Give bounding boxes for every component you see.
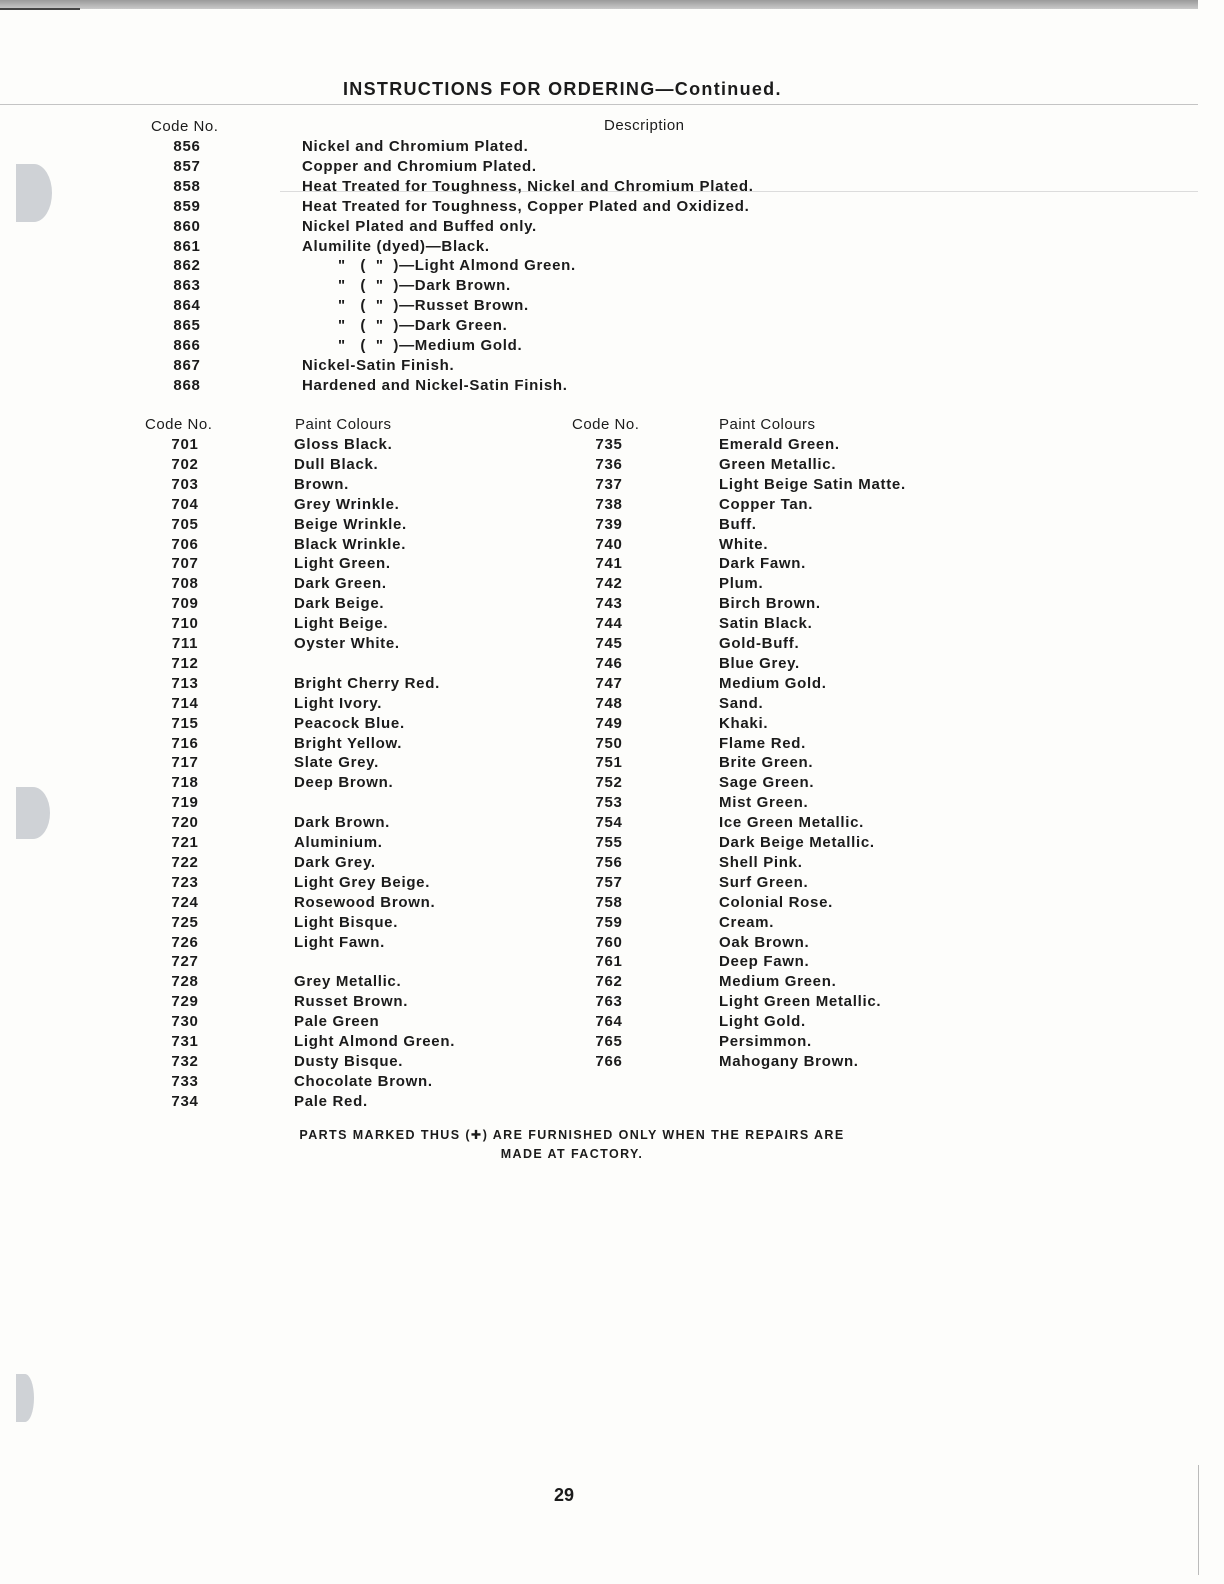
binder-hole-1 xyxy=(16,164,52,222)
paint-colour: Dull Black. xyxy=(294,455,379,473)
paint-code: 740 xyxy=(595,535,623,553)
paint-code: 762 xyxy=(595,973,623,991)
paint-colour: Bright Yellow. xyxy=(294,734,403,752)
paint-code: 761 xyxy=(595,953,623,971)
paint-colour: Deep Fawn. xyxy=(719,953,810,971)
finish-description: " ( " )—Dark Green. xyxy=(338,317,508,335)
paint-code: 716 xyxy=(171,734,199,752)
paint-code: 709 xyxy=(171,595,199,613)
paint-colour: Ice Green Metallic. xyxy=(719,814,865,832)
paint-colour: Light Grey Beige. xyxy=(294,873,431,891)
paint-code: 712 xyxy=(171,654,199,672)
paint-colour: Satin Black. xyxy=(719,615,813,633)
paint-code: 753 xyxy=(595,794,623,812)
paint-code: 705 xyxy=(171,515,199,533)
paint-colour: Khaki. xyxy=(719,714,769,732)
finish-code: 861 xyxy=(173,237,201,255)
paint-code: 724 xyxy=(171,893,199,911)
finish-description: Hardened and Nickel-Satin Finish. xyxy=(302,376,568,394)
paint-colour: Deep Brown. xyxy=(294,774,394,792)
paint-colour: Light Almond Green. xyxy=(294,1033,456,1050)
paint-code: 701 xyxy=(171,436,199,453)
paint-code: 734 xyxy=(171,1092,199,1110)
paint-code: 711 xyxy=(171,635,199,652)
paint-colour: Gloss Black. xyxy=(294,436,393,453)
paint-code: 729 xyxy=(171,993,199,1011)
paint-colour: Colonial Rose. xyxy=(719,893,833,911)
paint-colour: White. xyxy=(719,535,769,553)
paint-colour: Light Green. xyxy=(294,555,391,573)
finish-description: " ( " )—Light Almond Green. xyxy=(338,257,576,275)
factory-repair-note xyxy=(270,1126,874,1164)
paint-colour: Grey Wrinkle. xyxy=(294,495,400,513)
paint-colour: Plum. xyxy=(719,575,764,593)
paint-colour: Flame Red. xyxy=(719,734,807,752)
paint-colour: Dark Brown. xyxy=(294,814,391,832)
finish-code: 865 xyxy=(173,317,201,335)
paint-colour: Rosewood Brown. xyxy=(294,893,436,911)
paint-colour: Light Gold. xyxy=(719,1013,806,1031)
scan-right-edge xyxy=(1198,1465,1199,1575)
paint-code: 715 xyxy=(171,714,199,732)
finish-description: " ( " )—Russet Brown. xyxy=(338,297,529,315)
paint-code-header-left: Code No. xyxy=(145,416,213,433)
paint-code: 720 xyxy=(171,814,199,832)
paint-code: 746 xyxy=(595,654,623,672)
paint-colour: Oyster White. xyxy=(294,635,400,652)
paint-colour: Surf Green. xyxy=(719,873,809,891)
paint-colour: Persimmon. xyxy=(719,1033,812,1050)
paint-code: 707 xyxy=(171,555,199,573)
finish-code: 856 xyxy=(173,138,201,155)
binder-hole-3 xyxy=(16,1374,34,1422)
paint-colour: Russet Brown. xyxy=(294,993,409,1011)
paint-colour: Light Bisque. xyxy=(294,913,399,931)
paint-code: 735 xyxy=(595,436,623,453)
finish-description: Heat Treated for Toughness, Nickel and Chromium Plated. xyxy=(302,177,754,195)
paint-code: 731 xyxy=(171,1033,199,1050)
finish-code: 859 xyxy=(173,197,201,215)
page-title: INSTRUCTIONS FOR ORDERING—Continued. xyxy=(343,79,782,99)
paint-code: 756 xyxy=(595,853,623,871)
paint-colour: Pale Red. xyxy=(294,1092,368,1110)
finish-code: 866 xyxy=(173,337,201,354)
paint-code: 728 xyxy=(171,973,199,991)
paint-code: 703 xyxy=(171,475,199,493)
paint-code: 745 xyxy=(595,635,623,652)
paint-colour: Gold-Buff. xyxy=(719,635,800,652)
paint-code: 737 xyxy=(595,475,623,493)
paint-code: 718 xyxy=(171,774,199,792)
paint-code: 717 xyxy=(171,754,199,772)
paint-code: 733 xyxy=(171,1072,199,1090)
paint-code: 736 xyxy=(595,455,623,473)
paint-code: 754 xyxy=(595,814,623,832)
paint-colour: Dark Green. xyxy=(294,575,387,593)
paint-colour: Shell Pink. xyxy=(719,853,803,871)
paint-code: 751 xyxy=(595,754,623,772)
finish-code: 857 xyxy=(173,157,201,175)
paint-code: 732 xyxy=(171,1052,199,1070)
paint-code-header-right: Code No. xyxy=(572,416,640,433)
paint-code: 725 xyxy=(171,913,199,931)
finish-code: 864 xyxy=(173,297,201,315)
paint-colours-header-right: Paint Colours xyxy=(719,416,816,433)
paint-code: 739 xyxy=(595,515,623,533)
paint-code: 742 xyxy=(595,575,623,593)
paint-colour: Blue Grey. xyxy=(719,654,800,672)
paint-code: 757 xyxy=(595,873,623,891)
paint-colours-header-left: Paint Colours xyxy=(295,416,392,433)
paint-code: 752 xyxy=(595,774,623,792)
paint-colour: Light Beige Satin Matte. xyxy=(719,475,906,493)
paint-code: 723 xyxy=(171,873,199,891)
paint-code: 743 xyxy=(595,595,623,613)
note-line-1: PARTS MARKED THUS (✚) ARE FURNISHED ONLY WHEN THE REPAIRS ARE xyxy=(299,1128,845,1142)
finish-description: Copper and Chromium Plated. xyxy=(302,157,537,175)
paint-code: 765 xyxy=(595,1033,623,1050)
paint-code: 758 xyxy=(595,893,623,911)
paint-colour: Birch Brown. xyxy=(719,595,821,613)
finishes-description-header: Description xyxy=(604,117,685,134)
finish-description: Nickel and Chromium Plated. xyxy=(302,138,529,155)
paint-code: 760 xyxy=(595,933,623,951)
finish-description: Alumilite (dyed)—Black. xyxy=(302,237,490,255)
binder-hole-2 xyxy=(16,787,50,839)
paint-colour: Emerald Green. xyxy=(719,436,840,453)
paint-colour: Grey Metallic. xyxy=(294,973,402,991)
paint-colour: Light Green Metallic. xyxy=(719,993,882,1011)
paint-code: 744 xyxy=(595,615,623,633)
paint-code: 764 xyxy=(595,1013,623,1031)
finish-description: Nickel Plated and Buffed only. xyxy=(302,217,537,235)
paint-colour: Light Fawn. xyxy=(294,933,386,951)
paint-code: 722 xyxy=(171,853,199,871)
paint-code: 708 xyxy=(171,575,199,593)
paint-colour: Cream. xyxy=(719,913,775,931)
paint-code: 766 xyxy=(595,1052,623,1070)
paint-colour: Sage Green. xyxy=(719,774,815,792)
paint-code: 727 xyxy=(171,953,199,971)
scan-top-edge xyxy=(0,0,1198,9)
paint-code: 706 xyxy=(171,535,199,553)
page-number: 29 xyxy=(553,1485,575,1505)
paint-colour: Peacock Blue. xyxy=(294,714,405,732)
finish-code: 862 xyxy=(173,257,201,275)
paint-code: 710 xyxy=(171,615,199,633)
paint-code: 747 xyxy=(595,674,623,692)
paint-colour: Buff. xyxy=(719,515,757,533)
paint-code: 713 xyxy=(171,674,199,692)
paint-code: 730 xyxy=(171,1013,199,1031)
finishes-code-header: Code No. xyxy=(151,118,219,135)
paint-colour: Dark Beige. xyxy=(294,595,385,613)
finish-description: " ( " )—Medium Gold. xyxy=(338,337,523,354)
paint-code: 759 xyxy=(595,913,623,931)
paint-colour: Dark Beige Metallic. xyxy=(719,834,875,851)
finish-description: Heat Treated for Toughness, Copper Plated and Oxidized. xyxy=(302,197,750,215)
paint-code: 763 xyxy=(595,993,623,1011)
paint-colour: Black Wrinkle. xyxy=(294,535,407,553)
paint-colour: Brite Green. xyxy=(719,754,814,772)
paint-colour: Green Metallic. xyxy=(719,455,837,473)
paint-colour: Pale Green xyxy=(294,1013,380,1031)
paint-colour: Medium Gold. xyxy=(719,674,827,692)
finish-code: 860 xyxy=(173,217,201,235)
paint-colour: Mist Green. xyxy=(719,794,809,812)
paint-colour: Light Beige. xyxy=(294,615,389,633)
paint-colour: Beige Wrinkle. xyxy=(294,515,407,533)
note-line-2: MADE AT FACTORY. xyxy=(500,1147,644,1161)
finish-description: Nickel-Satin Finish. xyxy=(302,356,455,374)
paint-code: 721 xyxy=(171,834,199,851)
header-rule xyxy=(0,104,1198,105)
finish-code: 868 xyxy=(173,376,201,394)
paint-code: 750 xyxy=(595,734,623,752)
finish-code: 858 xyxy=(173,177,201,195)
paint-colour: Dark Fawn. xyxy=(719,555,807,573)
paint-colour: Copper Tan. xyxy=(719,495,814,513)
paint-code: 748 xyxy=(595,694,623,712)
paint-colour: Light Ivory. xyxy=(294,694,383,712)
paint-colour: Brown. xyxy=(294,475,350,493)
finish-code: 863 xyxy=(173,277,201,295)
paint-code: 741 xyxy=(595,555,623,573)
paint-code: 702 xyxy=(171,455,199,473)
paint-colour: Aluminium. xyxy=(294,834,383,851)
paint-colour: Bright Cherry Red. xyxy=(294,674,440,692)
paint-colour: Dusty Bisque. xyxy=(294,1052,404,1070)
paint-code: 726 xyxy=(171,933,199,951)
finish-code: 867 xyxy=(173,356,201,374)
paint-code: 738 xyxy=(595,495,623,513)
paint-code: 749 xyxy=(595,714,623,732)
paint-colour: Chocolate Brown. xyxy=(294,1072,433,1090)
paint-colour: Medium Green. xyxy=(719,973,837,991)
paint-code: 704 xyxy=(171,495,199,513)
paint-colour: Slate Grey. xyxy=(294,754,379,772)
scan-top-line xyxy=(0,8,80,10)
paint-colour: Sand. xyxy=(719,694,764,712)
finish-description: " ( " )—Dark Brown. xyxy=(338,277,511,295)
paint-code: 755 xyxy=(595,834,623,851)
paint-code: 714 xyxy=(171,694,199,712)
paint-colour: Oak Brown. xyxy=(719,933,810,951)
paint-colour: Dark Grey. xyxy=(294,853,376,871)
paint-code: 719 xyxy=(171,794,199,812)
paint-colour: Mahogany Brown. xyxy=(719,1052,859,1070)
